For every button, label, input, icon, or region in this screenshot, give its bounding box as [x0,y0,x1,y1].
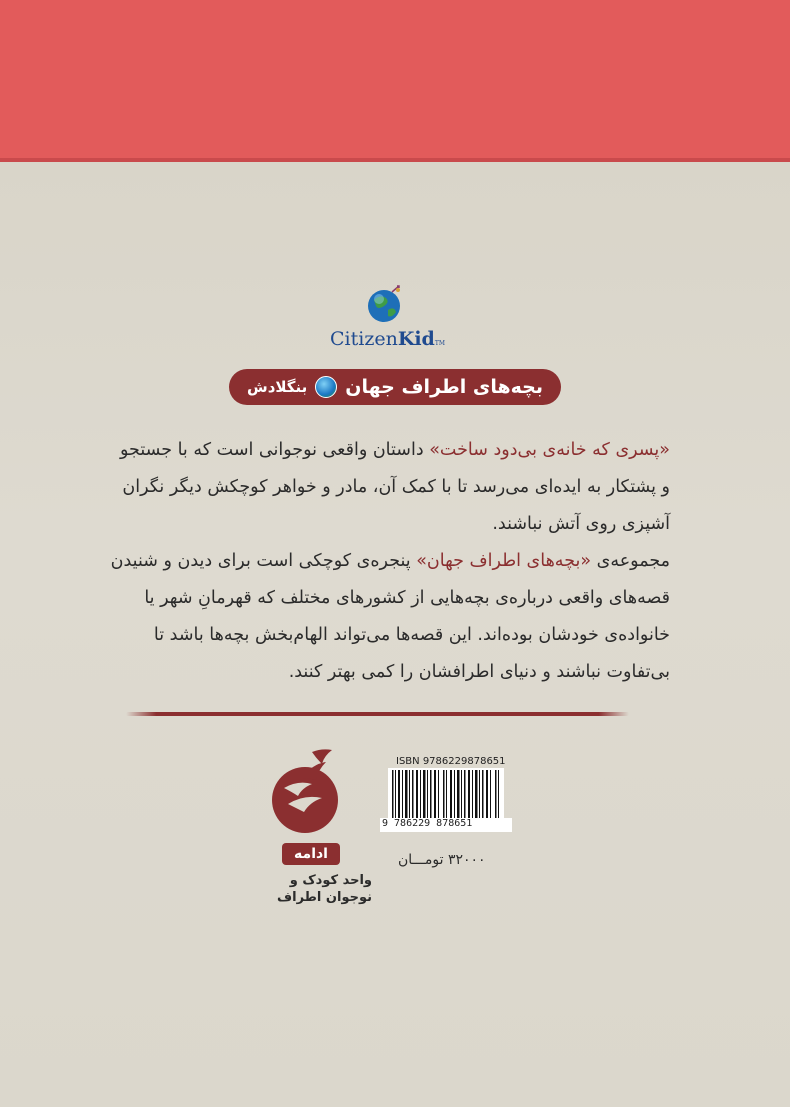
brand-citizen: Citizen [330,328,398,350]
barcode-digits: 9 786229 878651 [380,818,512,832]
price: ۳۲۰۰۰ تومـــان [398,852,486,868]
barcode-bars [388,768,504,824]
series-title-badge [229,369,561,405]
blurb-paragraph-2 [110,543,670,691]
publisher-unit [262,872,372,906]
blurb-prefix-2: مجموعه‌ی [591,551,670,571]
brand-kid: Kid [397,328,435,350]
brand-tm: TM [434,340,446,347]
publisher-name-badge: ادامه [282,843,340,865]
barcode [388,768,504,824]
divider-line [126,712,629,716]
publisher-logo-icon [268,744,342,836]
blurb-text-1: داستان واقعی نوجوانی است که با جستجو و پشتکار به ایده‌ای می‌رسد تا با کمک آن، مادر و خواهر کوچکش دیگر نگران آشپزی روی آتش نباشند. [119,440,670,534]
blurb-paragraph-1 [110,432,670,543]
series-title-quote: «بچه‌های اطراف جهان» [416,551,592,571]
blurb-text-2: پنجره‌ی کوچکی است برای دیدن و شنیدن قصه‌های واقعی درباره‌ی بچه‌هایی از کشورهای مختلف که قهرمانِ شهر یا خانواده‌ی خودشان بوده‌اند. این قصه‌ها می‌تواند الهام‌بخش بچه‌ها باشد تا بی‌تفاوت نباشند و دنیای اطرافشان را کمی بهتر کنند. [110,551,670,682]
globe-icon [366,284,406,324]
series-country: بنگلادش [247,378,308,396]
isbn-label: ISBN 9786229878651 [396,756,506,767]
series-title: بچه‌های اطراف جهان [345,376,543,398]
citizenkid-wordmark [330,328,460,352]
blurb [110,432,670,691]
publisher-unit-line-1: واحد کودک و [289,873,372,888]
globe-icon [315,376,337,398]
top-color-band [0,0,790,160]
book-title-quote: «پسری که خانه‌ی بی‌دود ساخت» [429,440,670,460]
publisher-unit-line-2: نوجوان اطراف [277,890,372,905]
